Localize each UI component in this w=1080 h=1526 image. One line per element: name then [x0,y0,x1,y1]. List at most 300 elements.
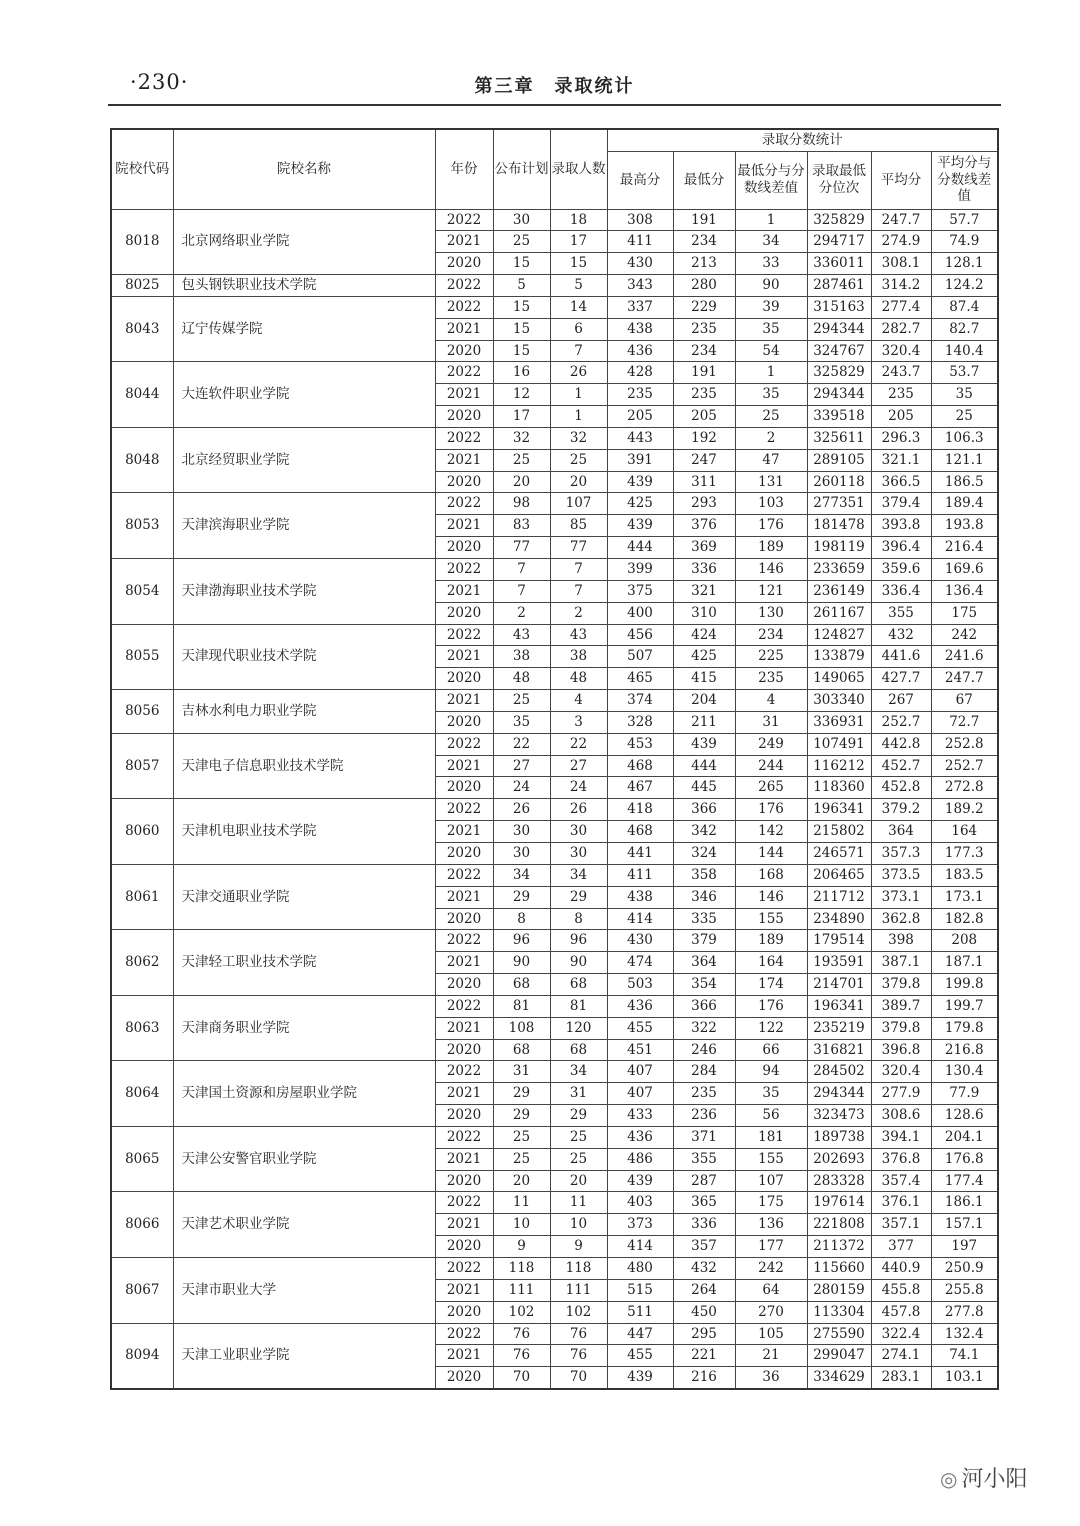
cell-min-rank: 113304 [807,1301,871,1323]
cell-avg: 387.1 [871,952,931,974]
cell-plan: 2 [493,602,550,624]
cell-admitted: 29 [550,1105,607,1127]
cell-avg: 336.4 [871,580,931,602]
cell-min: 191 [673,362,735,384]
cell-min-rank: 214701 [807,974,871,996]
cell-avg: 277.9 [871,1083,931,1105]
cell-year: 2020 [435,406,493,428]
header-rule [108,104,1001,106]
cell-min-rank: 211372 [807,1236,871,1258]
cell-max: 425 [607,493,673,515]
cell-avg: 389.7 [871,995,931,1017]
cell-year: 2022 [435,864,493,886]
cell-max: 467 [607,777,673,799]
school-code: 8054 [111,559,173,625]
cell-year: 2021 [435,580,493,602]
cell-avg: 267 [871,690,931,712]
cell-admitted: 24 [550,777,607,799]
cell-avg: 452.8 [871,777,931,799]
cell-max: 468 [607,755,673,777]
cell-year: 2022 [435,1192,493,1214]
cell-avg: 321.1 [871,449,931,471]
cell-min: 450 [673,1301,735,1323]
cell-max: 439 [607,471,673,493]
header-code: 院校代码 [111,129,173,209]
cell-plan: 118 [493,1258,550,1280]
cell-min-rank: 133879 [807,646,871,668]
cell-min: 357 [673,1236,735,1258]
cell-min: 415 [673,668,735,690]
cell-admitted: 25 [550,449,607,471]
cell-avg: 274.9 [871,231,931,253]
cell-min: 342 [673,821,735,843]
cell-plan: 9 [493,1236,550,1258]
cell-year: 2022 [435,799,493,821]
cell-avg-diff: 103.1 [931,1367,998,1389]
cell-min-diff: 181 [735,1126,807,1148]
cell-min-diff: 146 [735,886,807,908]
cell-min-rank: 193591 [807,952,871,974]
cell-max: 407 [607,1083,673,1105]
cell-max: 441 [607,842,673,864]
cell-year: 2021 [435,1083,493,1105]
wechat-icon: ◎ [940,1467,958,1491]
cell-avg: 320.4 [871,340,931,362]
cell-avg-diff: 124.2 [931,275,998,297]
cell-max: 391 [607,449,673,471]
cell-min-rank: 261167 [807,602,871,624]
cell-plan: 22 [493,733,550,755]
table-row [111,296,998,318]
school-name: 北京经贸职业学院 [173,427,435,493]
cell-min: 366 [673,799,735,821]
cell-max: 430 [607,253,673,275]
cell-max: 328 [607,711,673,733]
school-name: 天津现代职业技术学院 [173,624,435,690]
cell-max: 414 [607,908,673,930]
cell-max: 414 [607,1236,673,1258]
cell-min-diff: 1 [735,209,807,231]
cell-year: 2022 [435,733,493,755]
cell-max: 465 [607,668,673,690]
cell-avg: 379.2 [871,799,931,821]
school-code: 8025 [111,275,173,297]
cell-avg: 308.1 [871,253,931,275]
cell-min-rank: 260118 [807,471,871,493]
cell-plan: 102 [493,1301,550,1323]
cell-min-rank: 246571 [807,842,871,864]
cell-min: 364 [673,952,735,974]
cell-max: 399 [607,559,673,581]
cell-admitted: 27 [550,755,607,777]
cell-max: 430 [607,930,673,952]
cell-avg: 274.1 [871,1345,931,1367]
school-code: 8066 [111,1192,173,1258]
cell-admitted: 68 [550,1039,607,1061]
cell-plan: 29 [493,1105,550,1127]
cell-year: 2022 [435,559,493,581]
cell-avg: 235 [871,384,931,406]
cell-avg: 379.8 [871,974,931,996]
cell-min-rank: 280159 [807,1279,871,1301]
cell-plan: 17 [493,406,550,428]
cell-min-diff: 155 [735,908,807,930]
cell-year: 2021 [435,231,493,253]
cell-min-diff: 31 [735,711,807,733]
school-name: 天津交通职业学院 [173,864,435,930]
cell-min-rank: 107491 [807,733,871,755]
cell-avg-diff: 189.4 [931,493,998,515]
cell-admitted: 34 [550,864,607,886]
cell-avg-diff: 140.4 [931,340,998,362]
cell-min-rank: 316821 [807,1039,871,1061]
cell-year: 2022 [435,1258,493,1280]
cell-min-diff: 122 [735,1017,807,1039]
cell-max: 474 [607,952,673,974]
cell-min: 213 [673,253,735,275]
cell-admitted: 76 [550,1345,607,1367]
cell-min: 234 [673,231,735,253]
cell-admitted: 31 [550,1083,607,1105]
cell-plan: 25 [493,1126,550,1148]
cell-min-rank: 294344 [807,384,871,406]
school-code: 8043 [111,296,173,362]
cell-min-rank: 118360 [807,777,871,799]
cell-min: 336 [673,1214,735,1236]
cell-min: 204 [673,690,735,712]
cell-year: 2022 [435,275,493,297]
cell-avg-diff: 175 [931,602,998,624]
cell-min: 295 [673,1323,735,1345]
cell-plan: 12 [493,384,550,406]
school-code: 8067 [111,1258,173,1324]
cell-plan: 25 [493,690,550,712]
cell-min-diff: 33 [735,253,807,275]
cell-plan: 77 [493,537,550,559]
cell-plan: 5 [493,275,550,297]
cell-year: 2020 [435,974,493,996]
cell-min-rank: 324767 [807,340,871,362]
cell-avg-diff: 247.7 [931,668,998,690]
cell-min-diff: 130 [735,602,807,624]
school-code: 8065 [111,1126,173,1192]
cell-min-rank: 215802 [807,821,871,843]
cell-avg: 442.8 [871,733,931,755]
cell-min-rank: 197614 [807,1192,871,1214]
cell-year: 2022 [435,296,493,318]
cell-year: 2020 [435,340,493,362]
cell-max: 439 [607,515,673,537]
cell-avg-diff: 128.1 [931,253,998,275]
cell-year: 2021 [435,1214,493,1236]
table-row [111,733,998,755]
cell-admitted: 30 [550,821,607,843]
cell-avg: 277.4 [871,296,931,318]
table-row [111,1258,998,1280]
cell-min-rank: 303340 [807,690,871,712]
cell-year: 2021 [435,952,493,974]
cell-max: 447 [607,1323,673,1345]
cell-min: 445 [673,777,735,799]
cell-avg-diff: 204.1 [931,1126,998,1148]
cell-admitted: 25 [550,1148,607,1170]
cell-min-rank: 277351 [807,493,871,515]
school-name: 天津公安警官职业学院 [173,1126,435,1192]
cell-plan: 30 [493,821,550,843]
cell-plan: 15 [493,340,550,362]
cell-admitted: 5 [550,275,607,297]
cell-min-rank: 149065 [807,668,871,690]
cell-min-rank: 287461 [807,275,871,297]
cell-min: 235 [673,318,735,340]
cell-min: 425 [673,646,735,668]
cell-plan: 68 [493,974,550,996]
school-code: 8062 [111,930,173,996]
cell-year: 2020 [435,1236,493,1258]
cell-avg: 441.6 [871,646,931,668]
table-row [111,1323,998,1345]
cell-year: 2022 [435,1323,493,1345]
cell-admitted: 17 [550,231,607,253]
cell-avg: 398 [871,930,931,952]
header-plan: 公布计划 [493,129,550,209]
cell-year: 2021 [435,821,493,843]
cell-min: 335 [673,908,735,930]
cell-avg-diff: 277.8 [931,1301,998,1323]
cell-min-rank: 189738 [807,1126,871,1148]
cell-avg: 205 [871,406,931,428]
cell-plan: 43 [493,624,550,646]
cell-min-diff: 146 [735,559,807,581]
cell-min: 216 [673,1367,735,1389]
cell-min-diff: 244 [735,755,807,777]
cell-min-diff: 105 [735,1323,807,1345]
cell-year: 2020 [435,1301,493,1323]
cell-plan: 30 [493,842,550,864]
table-row [111,799,998,821]
school-name: 吉林水利电力职业学院 [173,690,435,734]
cell-avg-diff: 179.8 [931,1017,998,1039]
cell-plan: 11 [493,1192,550,1214]
cell-admitted: 7 [550,559,607,581]
cell-plan: 70 [493,1367,550,1389]
table-row [111,362,998,384]
cell-avg-diff: 182.8 [931,908,998,930]
cell-admitted: 77 [550,537,607,559]
cell-min: 287 [673,1170,735,1192]
cell-max: 439 [607,1170,673,1192]
cell-max: 411 [607,231,673,253]
cell-min-diff: 94 [735,1061,807,1083]
cell-avg: 357.4 [871,1170,931,1192]
school-code: 8018 [111,209,173,275]
table-row [111,1126,998,1148]
cell-avg-diff: 272.8 [931,777,998,799]
cell-min-diff: 121 [735,580,807,602]
cell-avg: 427.7 [871,668,931,690]
cell-avg: 373.1 [871,886,931,908]
cell-plan: 76 [493,1323,550,1345]
cell-max: 453 [607,733,673,755]
cell-year: 2022 [435,209,493,231]
cell-min-rank: 124827 [807,624,871,646]
cell-avg-diff: 128.6 [931,1105,998,1127]
cell-min: 221 [673,1345,735,1367]
cell-plan: 111 [493,1279,550,1301]
cell-avg-diff: 82.7 [931,318,998,340]
cell-min-diff: 47 [735,449,807,471]
cell-avg: 355 [871,602,931,624]
school-name: 包头钢铁职业技术学院 [173,275,435,297]
header-year: 年份 [435,129,493,209]
cell-max: 438 [607,318,673,340]
cell-min: 324 [673,842,735,864]
cell-avg: 440.9 [871,1258,931,1280]
cell-min-diff: 39 [735,296,807,318]
cell-avg: 457.8 [871,1301,931,1323]
cell-admitted: 15 [550,253,607,275]
cell-min-diff: 234 [735,624,807,646]
cell-min-diff: 25 [735,406,807,428]
cell-min: 379 [673,930,735,952]
cell-min-rank: 181478 [807,515,871,537]
cell-admitted: 25 [550,1126,607,1148]
cell-min: 439 [673,733,735,755]
cell-max: 451 [607,1039,673,1061]
cell-avg-diff: 187.1 [931,952,998,974]
cell-admitted: 85 [550,515,607,537]
cell-min-rank: 198119 [807,537,871,559]
cell-min-diff: 176 [735,995,807,1017]
cell-min-diff: 35 [735,318,807,340]
cell-max: 455 [607,1017,673,1039]
cell-min: 311 [673,471,735,493]
cell-admitted: 18 [550,209,607,231]
cell-year: 2021 [435,886,493,908]
cell-plan: 68 [493,1039,550,1061]
cell-min-rank: 202693 [807,1148,871,1170]
cell-min-rank: 179514 [807,930,871,952]
cell-max: 439 [607,1367,673,1389]
cell-min: 191 [673,209,735,231]
cell-admitted: 4 [550,690,607,712]
cell-avg: 314.2 [871,275,931,297]
table-row [111,930,998,952]
cell-min-diff: 35 [735,384,807,406]
cell-admitted: 10 [550,1214,607,1236]
school-code: 8060 [111,799,173,865]
cell-min: 355 [673,1148,735,1170]
cell-min-rank: 233659 [807,559,871,581]
cell-avg-diff: 197 [931,1236,998,1258]
cell-min-rank: 334629 [807,1367,871,1389]
cell-max: 343 [607,275,673,297]
cell-avg: 362.8 [871,908,931,930]
cell-year: 2020 [435,471,493,493]
cell-year: 2020 [435,1039,493,1061]
school-code: 8063 [111,995,173,1061]
cell-year: 2022 [435,427,493,449]
cell-max: 436 [607,995,673,1017]
table-row [111,624,998,646]
cell-year: 2020 [435,842,493,864]
cell-admitted: 81 [550,995,607,1017]
cell-admitted: 9 [550,1236,607,1258]
cell-avg: 283.1 [871,1367,931,1389]
cell-plan: 29 [493,1083,550,1105]
cell-admitted: 8 [550,908,607,930]
cell-min-diff: 131 [735,471,807,493]
cell-min-rank: 116212 [807,755,871,777]
cell-avg-diff: 53.7 [931,362,998,384]
header-min: 最低分 [673,151,735,209]
cell-min: 284 [673,1061,735,1083]
cell-plan: 83 [493,515,550,537]
cell-avg: 308.6 [871,1105,931,1127]
cell-plan: 32 [493,427,550,449]
cell-avg-diff: 241.6 [931,646,998,668]
cell-min-diff: 2 [735,427,807,449]
cell-avg: 377 [871,1236,931,1258]
cell-avg: 282.7 [871,318,931,340]
cell-max: 433 [607,1105,673,1127]
cell-plan: 25 [493,231,550,253]
cell-max: 375 [607,580,673,602]
cell-min-rank: 221808 [807,1214,871,1236]
cell-min-rank: 336931 [807,711,871,733]
cell-max: 455 [607,1345,673,1367]
cell-year: 2020 [435,1170,493,1192]
cell-max: 407 [607,1061,673,1083]
cell-min: 366 [673,995,735,1017]
cell-max: 444 [607,537,673,559]
cell-min: 236 [673,1105,735,1127]
school-code: 8057 [111,733,173,799]
cell-max: 403 [607,1192,673,1214]
cell-max: 511 [607,1301,673,1323]
cell-min: 444 [673,755,735,777]
cell-avg: 393.8 [871,515,931,537]
cell-max: 436 [607,340,673,362]
cell-min-rank: 325611 [807,427,871,449]
cell-min: 280 [673,275,735,297]
cell-avg: 357.3 [871,842,931,864]
watermark [940,1462,1027,1493]
cell-year: 2021 [435,384,493,406]
cell-plan: 76 [493,1345,550,1367]
cell-min: 205 [673,406,735,428]
cell-max: 418 [607,799,673,821]
cell-max: 507 [607,646,673,668]
cell-avg-diff: 164 [931,821,998,843]
cell-max: 486 [607,1148,673,1170]
cell-plan: 7 [493,580,550,602]
cell-avg-diff: 216.4 [931,537,998,559]
cell-max: 468 [607,821,673,843]
cell-min-diff: 225 [735,646,807,668]
cell-avg-diff: 252.7 [931,755,998,777]
cell-min-diff: 36 [735,1367,807,1389]
school-code: 8064 [111,1061,173,1127]
cell-avg: 455.8 [871,1279,931,1301]
cell-min-rank: 196341 [807,799,871,821]
cell-max: 456 [607,624,673,646]
school-name: 天津轻工职业技术学院 [173,930,435,996]
cell-admitted: 1 [550,406,607,428]
cell-plan: 8 [493,908,550,930]
cell-min: 235 [673,1083,735,1105]
table-row [111,864,998,886]
